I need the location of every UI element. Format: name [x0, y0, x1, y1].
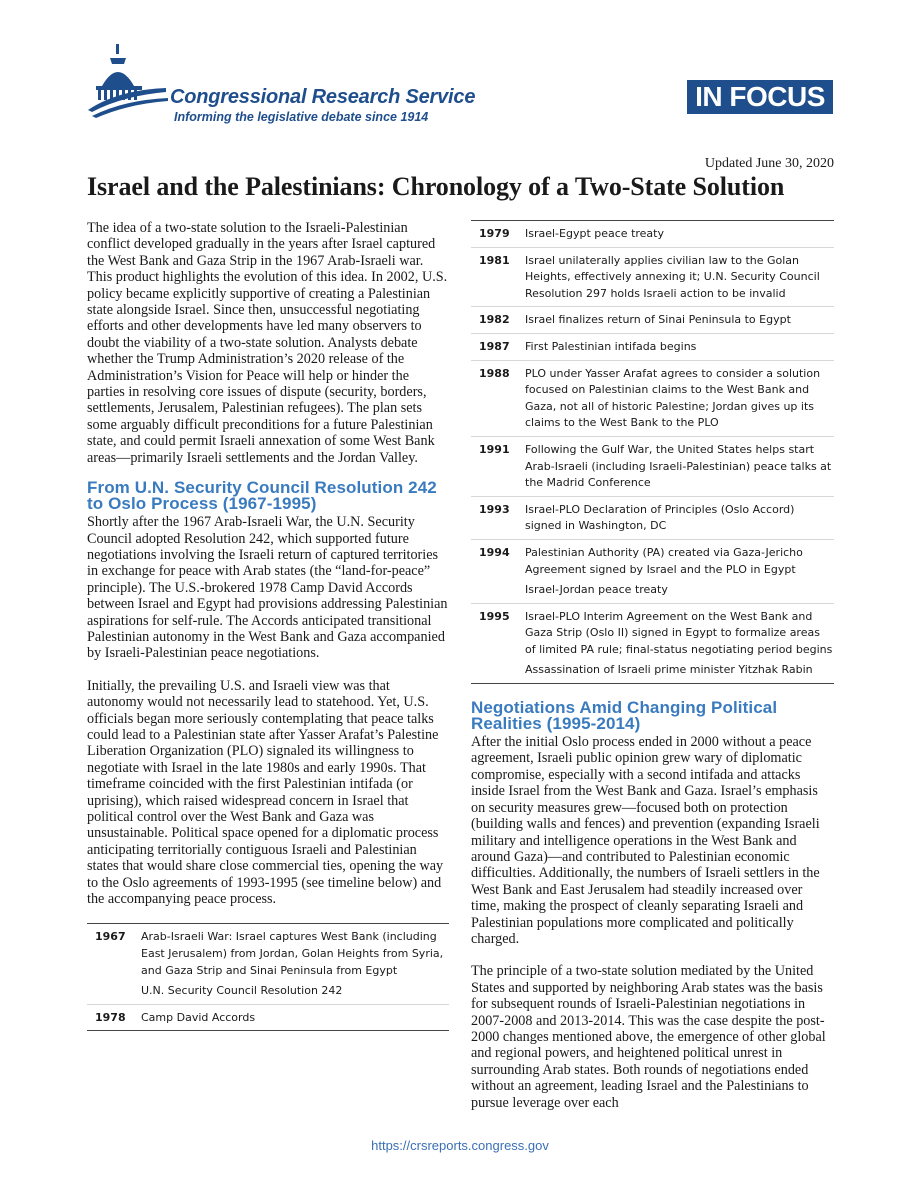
- timeline-year: 1994: [479, 545, 510, 559]
- timeline-year: 1979: [479, 227, 510, 240]
- section2-paragraph-2: The principle of a two-state solution mediated by the United States and supported by neighboring Arab states was the basis for subsequent rounds of Israeli-Palestinian negotiations in 2007-2008 and 2013-2014. This was the case despite the post-2000 changes mentioned above, the emergence of other global and regional powers, and heightened political unrest in surrounding Arab states. Both rounds of negotiations ended without an agreement, leading Israel and the Palestinians to pursue leverage over each: [471, 963, 826, 1111]
- timeline-table-left: [87, 923, 449, 1031]
- updated-date: Updated June 30, 2020: [704, 156, 834, 171]
- timeline-year: 1988: [479, 366, 510, 380]
- timeline-year: 1995: [479, 609, 510, 623]
- timeline-event: Israel-PLO Declaration of Principles (Oslo Accord) signed in Washington, DC: [525, 502, 795, 533]
- timeline-event: Israel-Egypt peace treaty: [525, 227, 664, 240]
- timeline-event: Arab-Israeli War: Israel captures West Bank (including East Jerusalem) from Jordan, Golan Heights from Syria, and Gaza Strip and Sinai Peninsula from Egypt: [141, 930, 444, 977]
- timeline-year: 1978: [95, 1010, 126, 1024]
- page-title: Israel and the Palestinians: Chronology of a Two-State Solution: [87, 172, 785, 201]
- timeline-event: Israel finalizes return of Sinai Peninsula to Egypt: [525, 313, 791, 327]
- timeline-event: Following the Gulf War, the United States helps start Arab-Israeli (including Israeli-Palestinian) peace talks at the Madrid Conference: [525, 442, 832, 490]
- timeline-row: [471, 603, 834, 683]
- in-focus-badge: IN FOCUS: [687, 80, 833, 114]
- crs-logo: [88, 40, 508, 140]
- timeline-row: [471, 496, 834, 539]
- timeline-row: [471, 436, 834, 496]
- org-tagline: Informing the legislative debate since 1914: [174, 110, 429, 124]
- timeline-event: Assassination of Israeli prime minister Yitzhak Rabin: [525, 663, 813, 677]
- timeline-year: 1993: [479, 502, 510, 516]
- section1-paragraph-1: Shortly after the 1967 Arab-Israeli War, the U.N. Security Council adopted Resolution 242, which supported future negotiations involving the Israeli return of captured territories in exchange for peace with Arab states (the “land-for-peace” principle). The U.S.-brokered 1978 Camp David Accords between Israel and Egypt had provisions addressing Palestinian aspirations for self-rule. The Accords anticipated transitional Palestinian autonomy in the West Bank and Gaza accompanied by Israeli-Palestinian peace negotiations.: [87, 514, 448, 662]
- timeline-row: [471, 360, 834, 436]
- intro-paragraph: The idea of a two-state solution to the Israeli-Palestinian conflict developed gradually in the years after Israel captured the West Bank and Gaza Strip in the 1967 Arab-Israeli war. This product highlights the evolution of this idea. In 2002, U.S. policy became explicitly supportive of creating a Palestinian state alongside Israel. Since then, unsuccessful negotiating efforts and other developments have led many observers to doubt the viability of a two-state solution. Analysts debate whether the Trump Administration’s 2020 release of the Administration’s Vision for Peace will help or hinder the parties in resolving core issues of dispute (security, borders, settlements, Jerusalem, Palestinian refugees). The plan sets some arguably difficult preconditions for a future Palestinian state, and could permit Israeli annexation of some West Bank areas—primarily Israeli settlements and the Jordan Valley.: [87, 220, 448, 466]
- timeline-event: Israel-PLO Interim Agreement on the West Bank and Gaza Strip (Oslo II) signed in Egypt to formalize areas of limited PA rule; final-status negotiating period begins: [525, 609, 833, 656]
- section-heading-negotiations: Negotiations Amid Changing Political Realities (1995-2014): [471, 698, 778, 734]
- timeline-row: [471, 333, 834, 360]
- timeline-event: PLO under Yasser Arafat agrees to consider a solution focused on Palestinian claims to the West Bank and Gaza, not all of historic Palestine; Jordan gives up its claims to the West Bank to the PLO: [525, 366, 821, 430]
- timeline-year: 1981: [479, 253, 510, 267]
- left-column: [87, 220, 449, 1031]
- timeline-year: 1967: [95, 930, 126, 944]
- right-column: [471, 220, 834, 1111]
- capitol-dome-icon: [88, 40, 168, 120]
- footer-link[interactable]: https://crsreports.congress.gov: [371, 1138, 549, 1153]
- section1-paragraph-2: Initially, the prevailing U.S. and Israeli view was that autonomy would not necessarily lead to statehood. Yet, U.S. officials began more seriously contemplating that peace talks could lead to a Palestinian state after Yasser Arafat’s Palestine Liberation Organization (PLO) signaled its willingness to negotiate with Israel in the late 1980s and early 1990s. That timeframe coincided with the first Palestinian intifada (or uprising), which raised widespread concern in Israel that political control over the West Bank and Gaza was unsustainable. Political space opened for a diplomatic process anticipating territorially contiguous Israeli and Palestinian states that would share close commercial ties, opening the way to the Oslo agreements of 1993-1995 (see timeline below) and the accompanying peace process.: [87, 677, 444, 908]
- org-name: Congressional Research Service: [170, 86, 476, 108]
- timeline-event: Israel-Jordan peace treaty: [525, 583, 668, 597]
- timeline-year: 1982: [479, 313, 510, 327]
- timeline-event: First Palestinian intifada begins: [525, 339, 697, 353]
- timeline-row: [471, 247, 834, 307]
- timeline-event: Israel unilaterally applies civilian law to the Golan Heights, effectively annexing it; U.N. Security Council Resolution 297 holds Israeli action to be invalid: [525, 253, 820, 300]
- timeline-event: U.N. Security Council Resolution 242: [141, 984, 343, 998]
- timeline-year: 1987: [479, 339, 510, 353]
- timeline-row: [87, 924, 449, 1003]
- timeline-row: [87, 1004, 449, 1031]
- timeline-year: 1991: [479, 442, 510, 456]
- timeline-row: [471, 539, 834, 603]
- section-heading-oslo: From U.N. Security Council Resolution 242 to Oslo Process (1967-1995): [87, 478, 437, 514]
- timeline-row: [471, 221, 834, 247]
- timeline-table-right: [471, 220, 834, 684]
- timeline-event: Palestinian Authority (PA) created via Gaza-Jericho Agreement signed by Israel and the PLO in Egypt: [525, 545, 803, 576]
- timeline-event: Camp David Accords: [141, 1010, 256, 1024]
- section2-paragraph-1: After the initial Oslo process ended in 2000 without a peace agreement, Israeli public opinion grew wary of diplomatic compromise, especially with a second intifada and attacks inside Israel from the West Bank and Gaza. Israel’s emphasis on security measures grew—focused both on protection (building walls and fences) and prevention (expanding Israeli military and intelligence operations in the West Bank and around Gaza)—and contributed to Palestinian economic difficulties. Additionally, the numbers of Israeli settlers in the West Bank and East Jerusalem had steadily increased over time, making the prospect of cleanly separating Israeli and Palestinian populations more complicated and politically charged.: [471, 734, 820, 947]
- timeline-row: [471, 306, 834, 333]
